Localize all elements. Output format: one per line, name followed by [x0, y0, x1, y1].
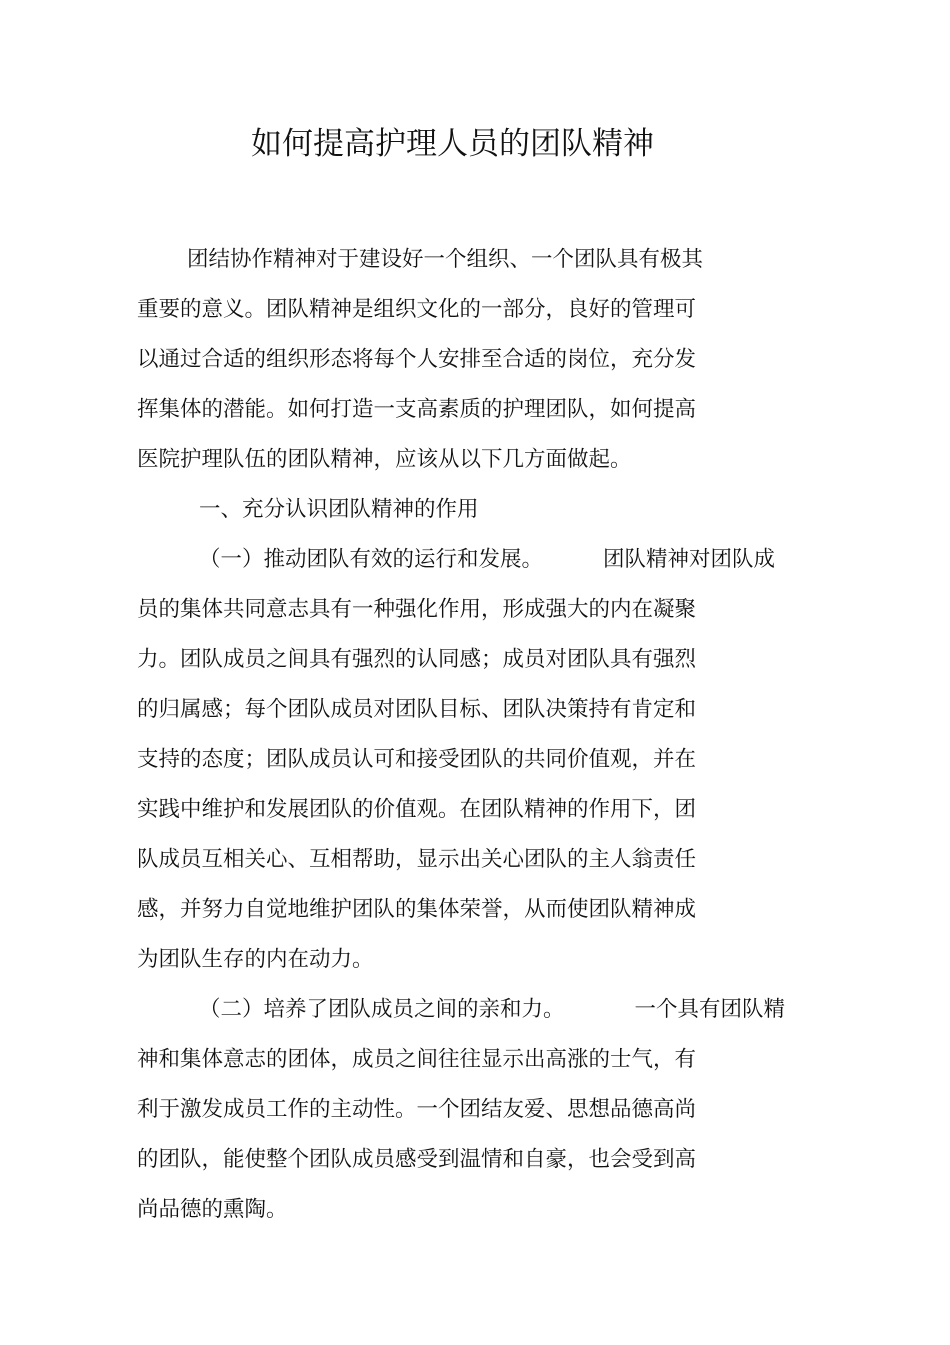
paragraph-line: 利于激发成员工作的主动性。一个团结友爱、思想品德高尚 [137, 1097, 697, 1122]
paragraph-line: 力。团队成员之间具有强烈的认同感；成员对团队具有强烈 [137, 647, 697, 672]
subsection-first-line [199, 545, 775, 575]
subsection-label: （二）培养了团队成员之间的亲和力。 [199, 997, 565, 1022]
subsection-first-line [199, 995, 785, 1025]
paragraph-line: 支持的态度；团队成员认可和接受团队的共同价值观，并在 [137, 747, 697, 772]
paragraph-line: 感，并努力自觉地维护团队的集体荣誉，从而使团队精神成 [137, 897, 697, 922]
paragraph-line: 以通过合适的组织形态将每个人安排至合适的岗位，充分发 [137, 347, 697, 372]
paragraph-line: 团结协作精神对于建设好一个组织、一个团队具有极其 [187, 247, 704, 272]
paragraph-line: 员的集体共同意志具有一种强化作用，形成强大的内在凝聚 [137, 597, 697, 622]
paragraph-line: 重要的意义。团队精神是组织文化的一部分，良好的管理可 [137, 297, 697, 322]
paragraph-line: 为团队生存的内在动力。 [137, 947, 374, 972]
paragraph-line: 神和集体意志的团体，成员之间往往显示出高涨的士气，有 [137, 1047, 697, 1072]
paragraph-line: 挥集体的潜能。如何打造一支高素质的护理团队，如何提高 [137, 397, 697, 422]
paragraph-line: 实践中维护和发展团队的价值观。在团队精神的作用下，团 [137, 797, 697, 822]
paragraph-line: 尚品德的熏陶。 [137, 1197, 288, 1222]
section-heading: 一、充分认识团队精神的作用 [199, 497, 479, 522]
subsection-lead-text: 团队精神对团队成 [603, 547, 776, 572]
paragraph-line: 医院护理队伍的团队精神，应该从以下几方面做起。 [137, 447, 632, 472]
subsection-lead-text: 一个具有团队精 [634, 997, 786, 1022]
document-title: 如何提高护理人员的团队精神 [251, 126, 654, 162]
paragraph-line: 队成员互相关心、互相帮助，显示出关心团队的主人翁责任 [137, 847, 697, 872]
subsection-label: （一）推动团队有效的运行和发展。 [199, 547, 544, 572]
paragraph-line: 的团队，能使整个团队成员感受到温情和自豪，也会受到高 [137, 1147, 697, 1172]
paragraph-line: 的归属感；每个团队成员对团队目标、团队决策持有肯定和 [137, 697, 697, 722]
